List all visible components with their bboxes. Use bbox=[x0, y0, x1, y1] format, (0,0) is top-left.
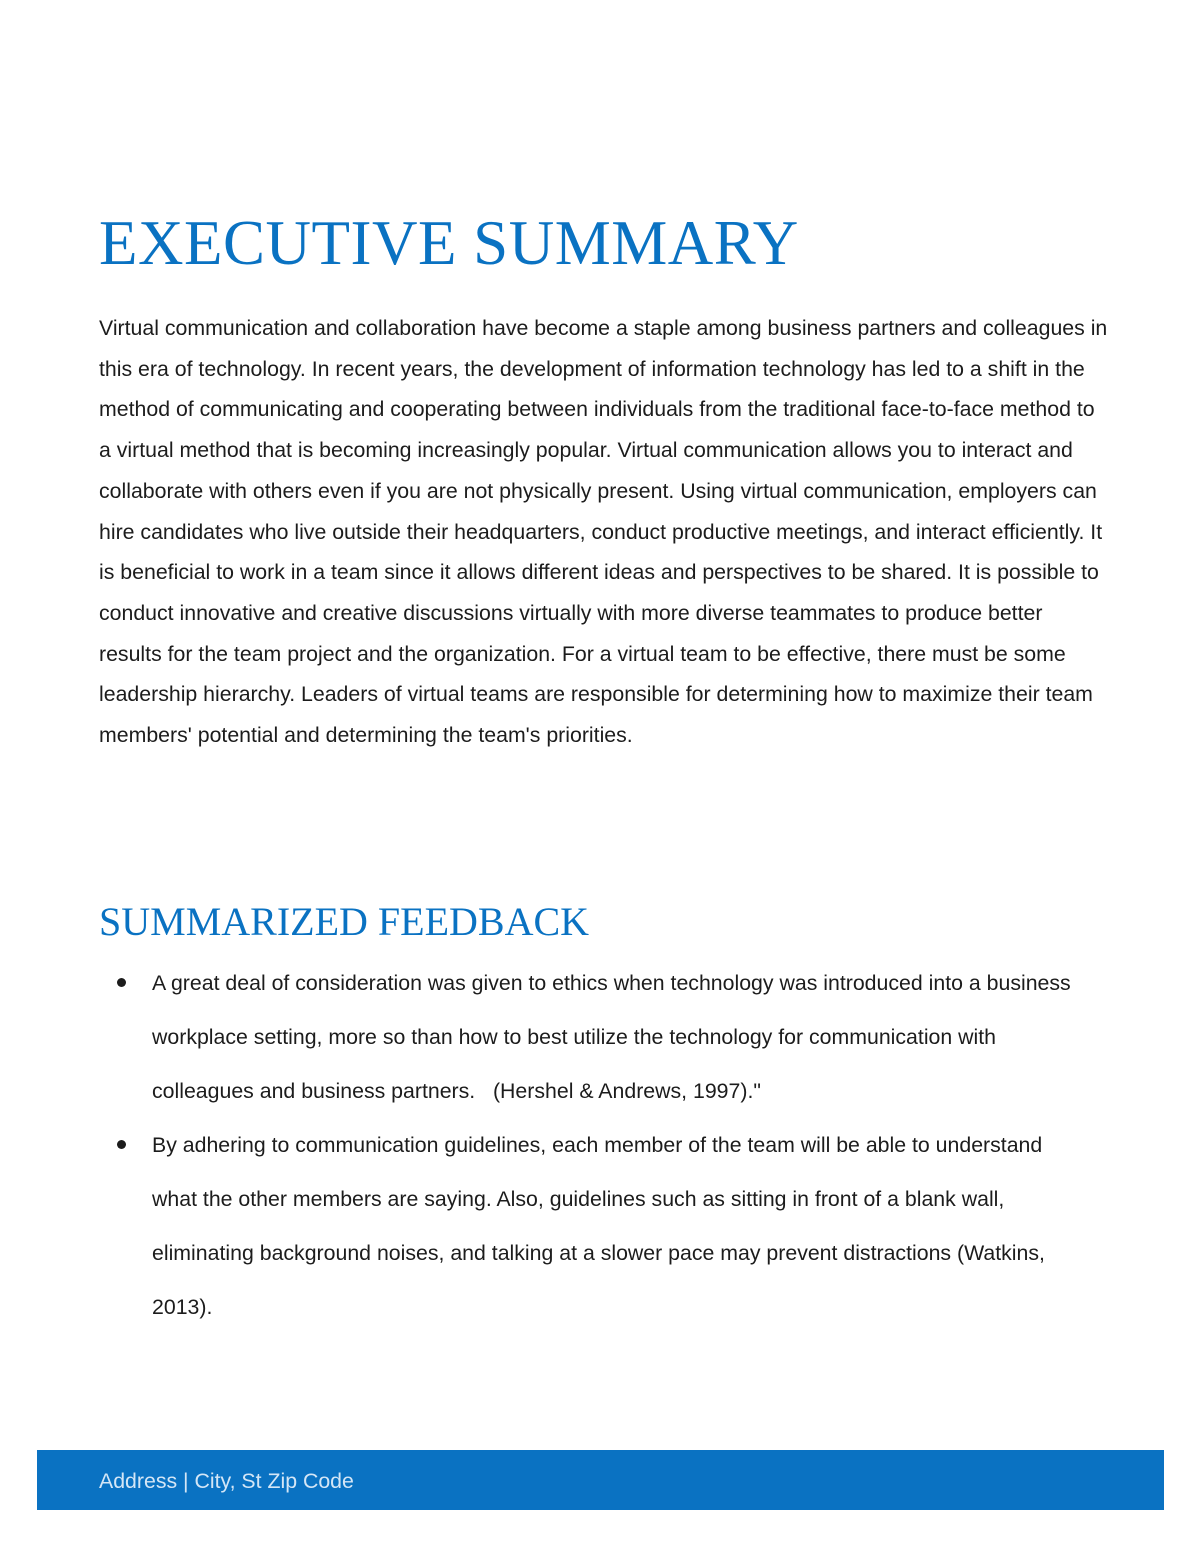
executive-summary-paragraph: Virtual communication and collaboration have become a staple among business partners and colleagues in this era of technology. In recent years, the development of information technology has led to a shift in the method of communicating and cooperating between individuals from the traditional face-to-face method to a virtual method that is becoming increasingly popular. Virtual communication allows you to interact and collaborate with others even if you are not physically present. Using virtual communication, employers can hire candidates who live outside their headquarters, conduct productive meetings, and interact efficiently. It is beneficial to work in a team since it allows different ideas and perspectives to be shared. It is possible to conduct innovative and creative discussions virtually with more diverse teammates to produce better results for the team project and the organization. For a virtual team to be effective, there must be some leadership hierarchy. Leaders of virtual teams are responsible for determining how to maximize their team members' potential and determining the team's priorities. bbox=[99, 316, 1108, 748]
feedback-item-text: A great deal of consideration was given to ethics when technology was introduced into a business workplace setting, more so than how to best utilize the technology for communication with colleagues and business partners. (Hershel & Andrews, 1997)." bbox=[152, 971, 1077, 1103]
feedback-item bbox=[0, 956, 1092, 1118]
feedback-item bbox=[0, 1118, 1092, 1334]
page-title: EXECUTIVE SUMMARY bbox=[99, 208, 799, 278]
feedback-item-text: By adhering to communication guidelines, each member of the team will be able to understand what the other members are saying. Also, guidelines such as sitting in front of a blank wall, eliminating background noises, and talking at a slower pace may prevent distractions (Watkins, 2013). bbox=[152, 1133, 1045, 1319]
feedback-list bbox=[0, 956, 1200, 1334]
feedback-heading: SUMMARIZED FEEDBACK bbox=[99, 899, 590, 944]
bullet-icon bbox=[117, 1140, 126, 1149]
footer-address: Address | City, St Zip Code bbox=[99, 1469, 354, 1493]
footer-bar bbox=[37, 1450, 1164, 1510]
bullet-icon bbox=[117, 978, 126, 987]
